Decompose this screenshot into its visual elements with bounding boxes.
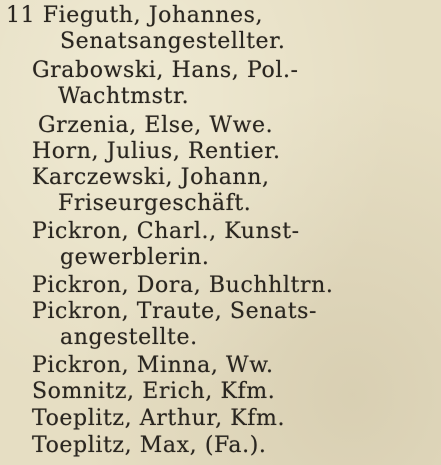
entry-pickron-minna-line: Pickron, Minna, Ww.: [32, 353, 274, 378]
entry-pickron-traute-line: Pickron, Traute, Senats-: [32, 299, 318, 324]
entry-fieguth-line: 11 Fieguth, Johannes,: [6, 3, 264, 28]
entry-toeplitz-max-line: Toeplitz, Max, (Fa.).: [32, 433, 267, 458]
entry-grabowski-line: Grabowski, Hans, Pol.-: [32, 58, 299, 83]
entry-somnitz-line: Somnitz, Erich, Kfm.: [32, 379, 276, 404]
entry-karczewski-line: Karczewski, Johann,: [32, 165, 270, 190]
entry-toeplitz-arthur-line: Toeplitz, Arthur, Kfm.: [32, 406, 286, 431]
entry-pickron-dora-line: Pickron, Dora, Buchhltrn.: [32, 273, 334, 298]
entry-pickron-charl-line: Pickron, Charl., Kunst-: [32, 219, 300, 244]
entry-grzenia-line: Grzenia, Else, Wwe.: [38, 113, 274, 138]
entry-pickron-charl-occupation: gewerblerin.: [60, 245, 210, 270]
entry-karczewski-occupation: Friseurgeschäft.: [58, 191, 252, 216]
entry-horn-line: Horn, Julius, Rentier.: [32, 139, 281, 164]
entry-pickron-traute-occupation: angestellte.: [60, 325, 198, 350]
entry-fieguth-occupation: Senatsangestellter.: [60, 29, 286, 54]
entry-grabowski-occupation: Wachtmstr.: [58, 84, 190, 109]
